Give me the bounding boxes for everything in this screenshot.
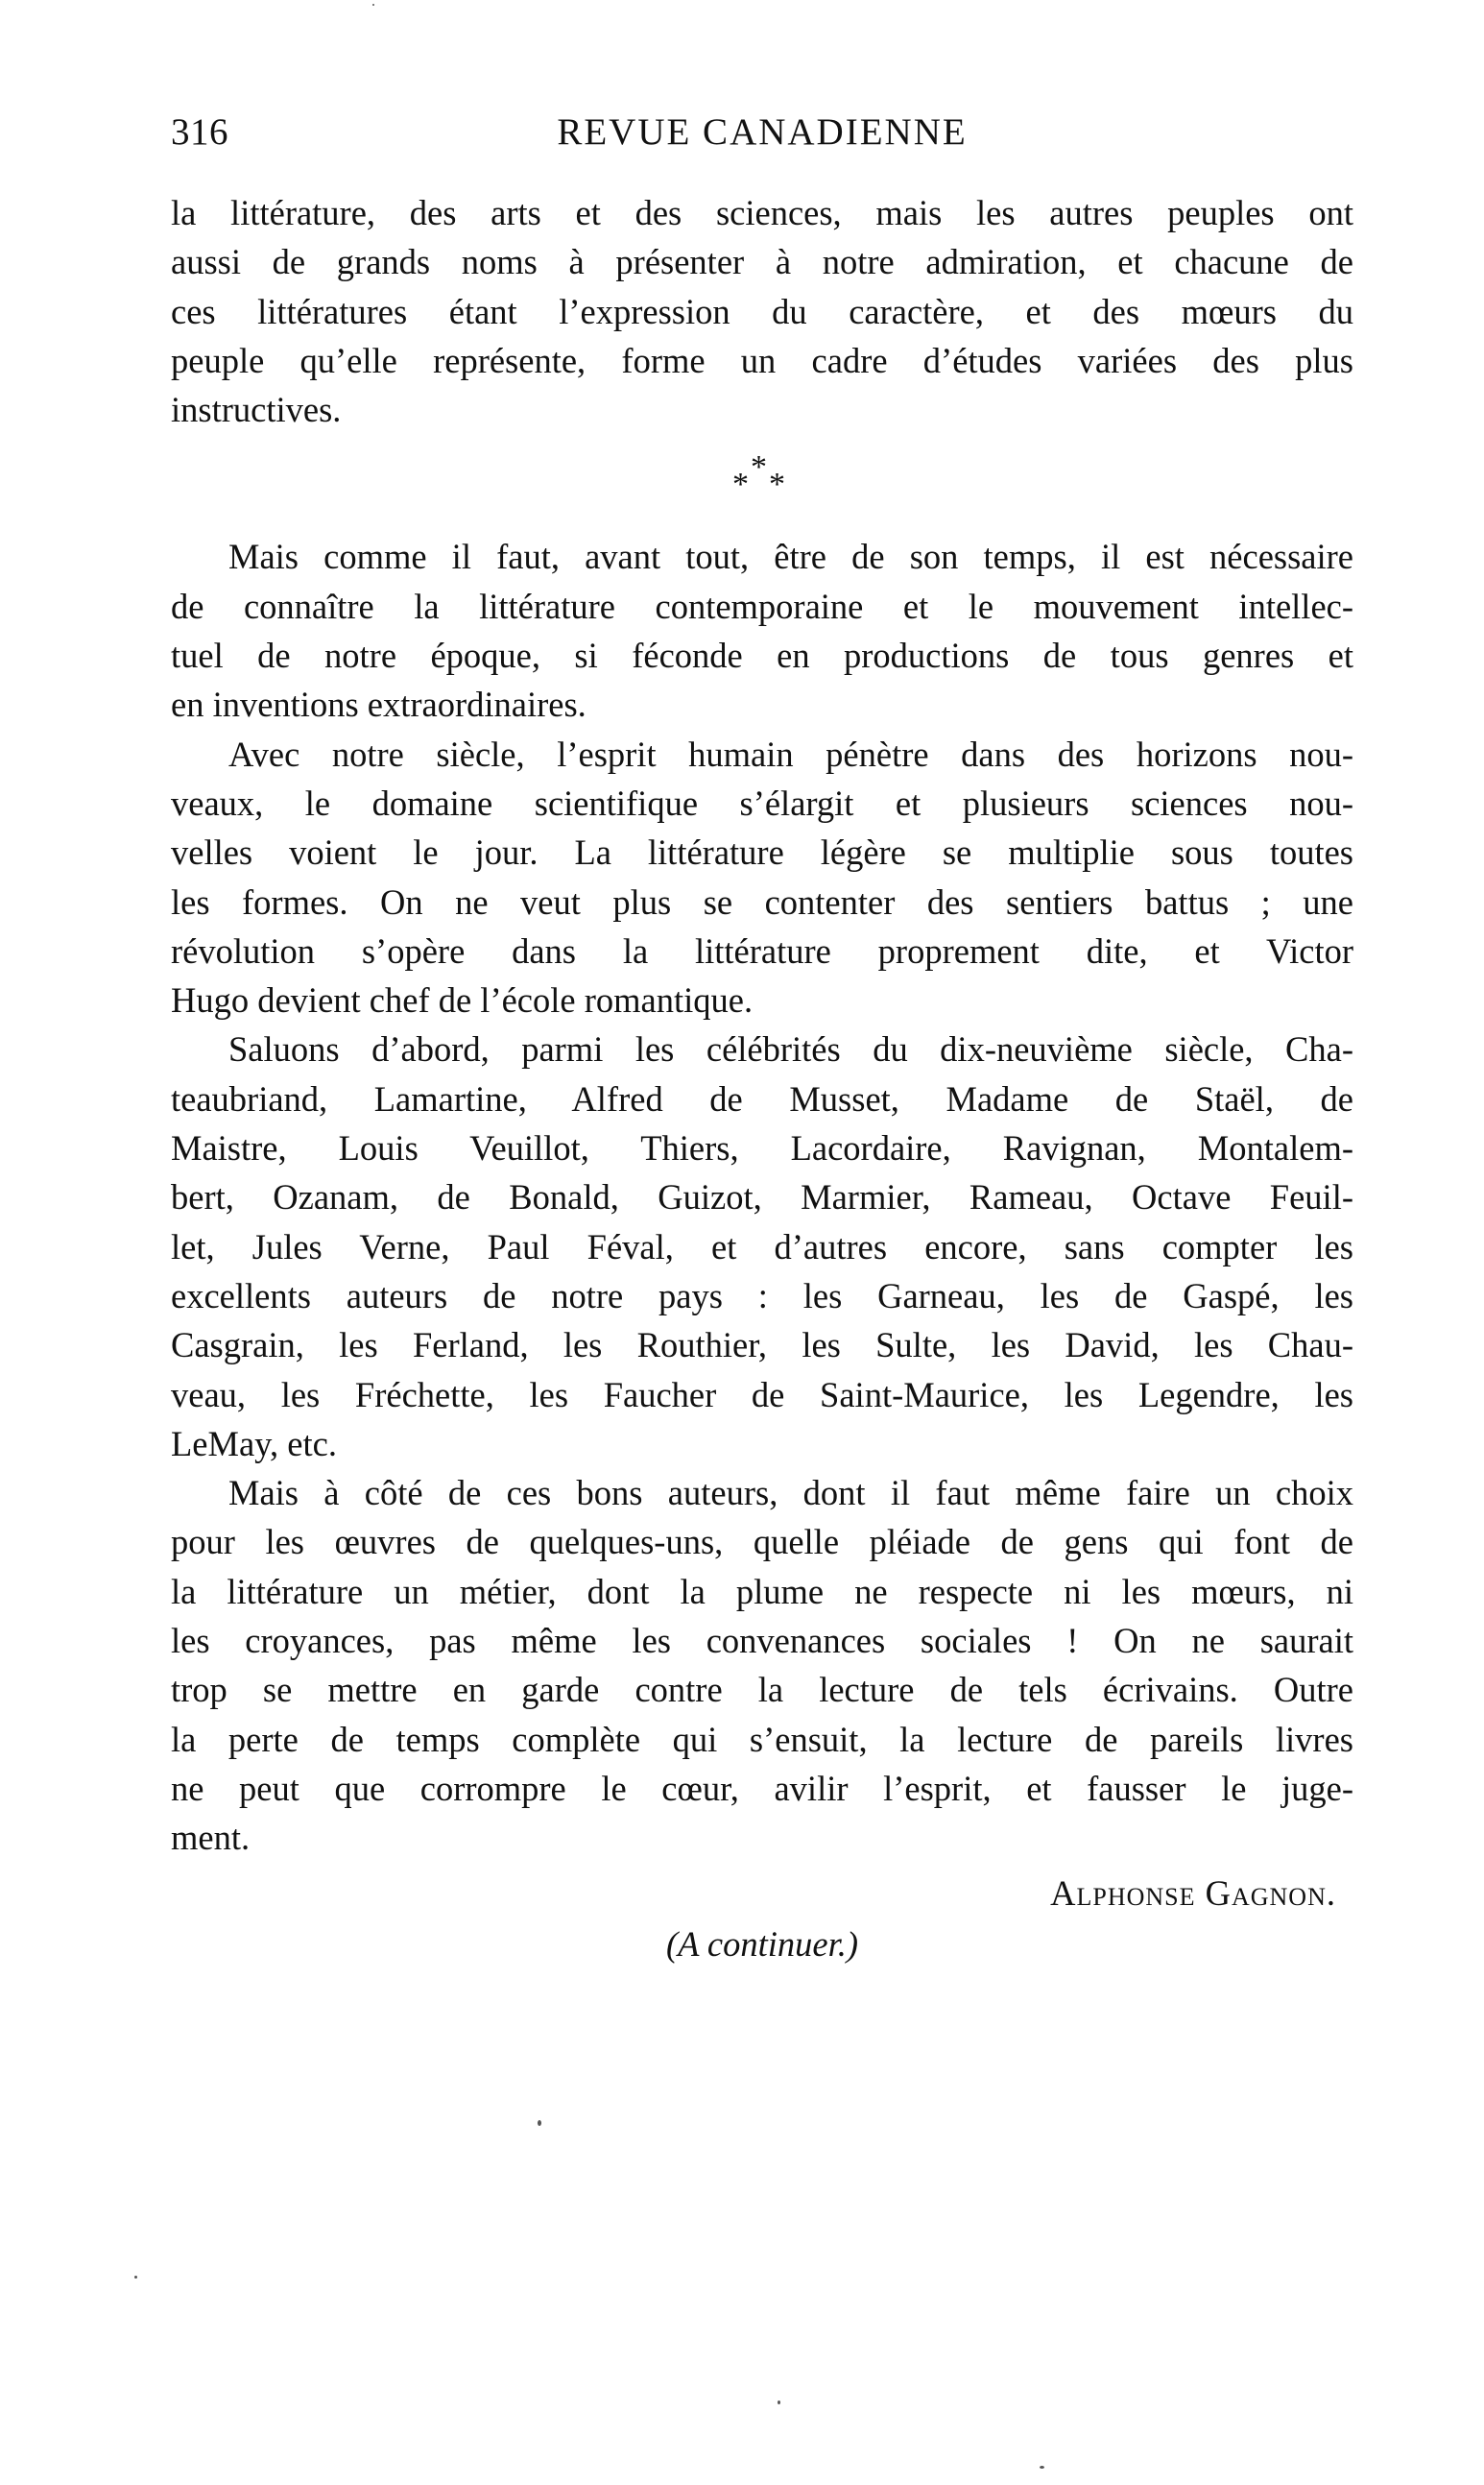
text-line: ne peut que corrompre le cœur, avilir l’esprit, et fausser le juge- <box>171 1768 1353 1808</box>
text-line: instructives. <box>171 390 342 430</box>
asterism-star: * <box>769 467 785 503</box>
body-text <box>171 188 1353 1968</box>
scan-speck <box>134 2276 137 2279</box>
journal-title: REVUE CANADIENNE <box>557 111 968 153</box>
text-line: let, Jules Verne, Paul Féval, et d’autres encore, sans compter les <box>171 1226 1353 1267</box>
text-line: Casgrain, les Ferland, les Routhier, les Sulte, les David, les Chau- <box>171 1325 1353 1365</box>
text-line: LeMay, etc. <box>171 1423 337 1463</box>
paragraph-1 <box>171 188 1353 434</box>
text-line: Hugo devient chef de l’école romantique. <box>171 980 754 1021</box>
scan-speck <box>778 2401 780 2404</box>
text-line: veaux, le domaine scientifique s’élargit et plusieurs sciences nou- <box>171 783 1353 823</box>
text-line: trop se mettre en garde contre la lecture de tels écrivains. Outre <box>171 1670 1353 1710</box>
text-line: la littérature, des arts et des sciences, mais les autres peuples ont <box>171 193 1353 232</box>
scan-speck <box>372 4 374 6</box>
text-line: pour les œuvres de quelques-uns, quelle pléiade de gens qui font de <box>171 1522 1353 1562</box>
section-separator-asterism <box>171 434 1353 532</box>
text-line: aussi de grands noms à présenter à notre admiration, et chacune de <box>171 242 1353 282</box>
paragraph-2 <box>171 532 1353 729</box>
text-line: excellents auteurs de notre pays : les Garneau, les de Gaspé, les <box>171 1275 1353 1315</box>
text-line: les formes. On ne veut plus se contenter des sentiers battus ; une <box>171 881 1353 922</box>
text-line: les croyances, pas même les convenances sociales ! On ne saurait <box>171 1621 1353 1661</box>
text-line: Mais comme il faut, avant tout, être de son temps, il est nécessaire <box>228 537 1353 577</box>
scan-speck <box>538 2120 541 2126</box>
text-line: bert, Ozanam, de Bonald, Guizot, Marmier, Rameau, Octave Feuil- <box>171 1177 1353 1218</box>
paragraph-5 <box>171 1468 1353 1862</box>
continuation-note: (A continuer.) <box>665 1923 859 1964</box>
text-line: de connaître la littérature contemporaine et le mouvement intellec- <box>171 586 1353 626</box>
text-line: ment. <box>171 1818 251 1858</box>
text-line: Maistre, Louis Veuillot, Thiers, Lacordaire, Ravignan, Montalem- <box>171 1128 1353 1169</box>
paragraph-3 <box>171 730 1353 1025</box>
text-line: teaubriand, Lamartine, Alfred de Musset, Madame de Staël, de <box>171 1078 1353 1119</box>
asterism-star: * <box>751 449 767 486</box>
text-line: la perte de temps complète qui s’ensuit, la lecture de pareils livres <box>171 1719 1353 1759</box>
paragraph-4 <box>171 1025 1353 1468</box>
text-line: la littérature un métier, dont la plume ne respecte ni les mœurs, ni <box>171 1571 1353 1611</box>
text-line: Mais à côté de ces bons auteurs, dont il faut même faire un choix <box>228 1473 1353 1513</box>
asterism-star: * <box>732 467 749 503</box>
page-number: 316 <box>171 111 228 153</box>
text-line: tuel de notre époque, si féconde en productions de tous genres et <box>171 636 1353 676</box>
scan-speck <box>1040 2466 1044 2469</box>
text-line: en inventions extraordinaires. <box>171 685 586 725</box>
text-line: veau, les Fréchette, les Faucher de Saint-Maurice, les Legendre, les <box>171 1374 1353 1414</box>
author-signature: Alphonse Gagnon. <box>1050 1872 1336 1913</box>
text-line: velles voient le jour. La littérature légère se multiplie sous toutes <box>171 832 1353 873</box>
text-line: peuple qu’elle représente, forme un cadre d’études variées des plus <box>171 340 1353 380</box>
text-line: Saluons d’abord, parmi les célébrités du dix-neuvième siècle, Cha- <box>228 1029 1353 1070</box>
running-head <box>171 104 1353 161</box>
text-line: révolution s’opère dans la littérature proprement dite, et Victor <box>171 930 1353 971</box>
text-line: Avec notre siècle, l’esprit humain pénètre dans des horizons nou- <box>228 734 1353 774</box>
text-line: ces littératures étant l’expression du caractère, et des mœurs du <box>171 291 1353 331</box>
